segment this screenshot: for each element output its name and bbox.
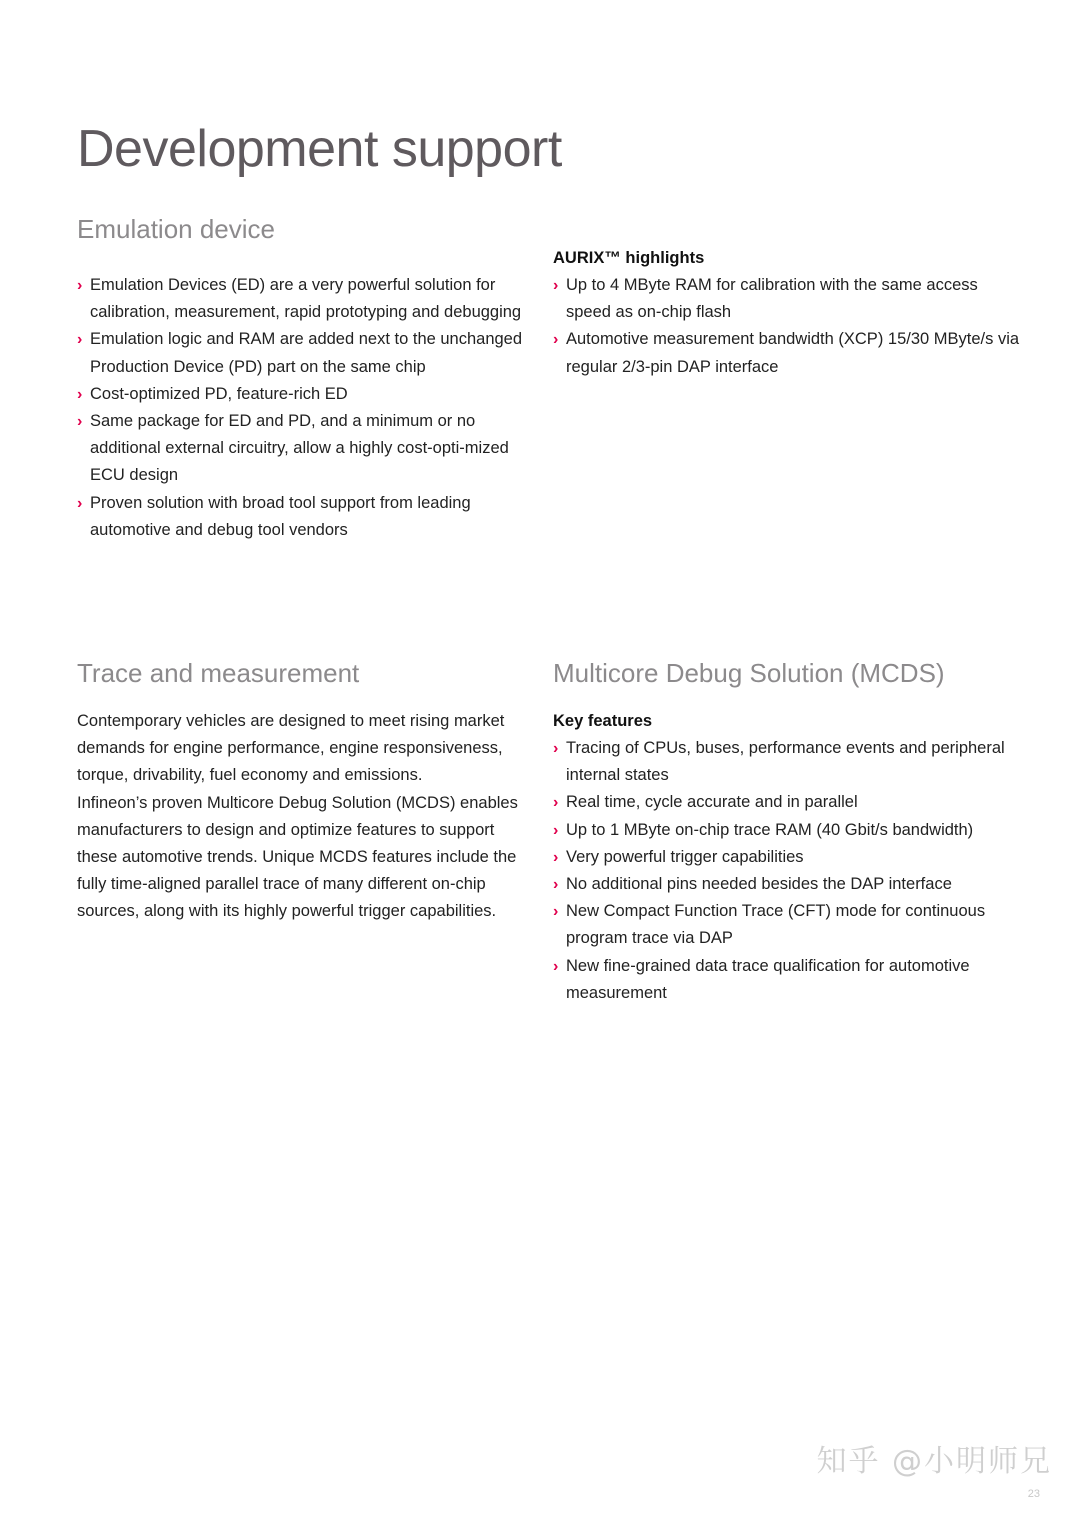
list-item: › Emulation Devices (ED) are a very powerful solution for calibration, measurement, rapid prototyping and debugging <box>77 272 532 326</box>
aurix-column <box>553 245 1023 381</box>
chevron-right-icon: › <box>553 277 559 294</box>
list-item: › New fine-grained data trace qualification for automotive measurement <box>553 953 1013 1007</box>
emulation-column <box>77 272 532 544</box>
emulation-list <box>77 272 532 544</box>
list-item: › Up to 1 MByte on-chip trace RAM (40 Gbit/s bandwidth) <box>553 817 1013 844</box>
chevron-right-icon: › <box>553 331 559 349</box>
page-number: 23 <box>1027 1488 1040 1500</box>
trace-column <box>77 708 537 926</box>
chevron-right-icon: › <box>553 848 559 866</box>
list-item: › Proven solution with broad tool support from leading automotive and debug tool vendors <box>77 490 532 544</box>
mcds-heading: Multicore Debug Solution (MCDS) <box>553 658 945 688</box>
list-item: › Very powerful trigger capabilities <box>553 844 1013 871</box>
chevron-right-icon: › <box>77 277 83 294</box>
watermark: 知乎 @小明师兄 <box>816 1444 1052 1479</box>
trace-paragraph-2: Infineon’s proven Multicore Debug Solution (MCDS) enables manufacturers to design and optimize features to support these automotive trends. Unique MCDS features include the fully time-aligned parallel trace of many different on-chip sources, along with its highly powerful trigger capabilities. <box>77 793 518 921</box>
chevron-right-icon: › <box>553 903 559 921</box>
list-item: › Real time, cycle accurate and in parallel <box>553 789 1013 816</box>
list-item: › Up to 4 MByte RAM for calibration with the same access speed as on-chip flash <box>553 272 1023 326</box>
mcds-subheading: Key features <box>553 712 653 730</box>
list-item: › No additional pins needed besides the DAP interface <box>553 871 1013 898</box>
aurix-heading: AURIX™ highlights <box>553 249 705 267</box>
chevron-right-icon: › <box>77 385 83 403</box>
mcds-column <box>553 708 1013 1007</box>
chevron-right-icon: › <box>77 331 83 349</box>
chevron-right-icon: › <box>553 821 559 839</box>
chevron-right-icon: › <box>553 794 559 812</box>
aurix-list <box>553 272 1023 381</box>
chevron-right-icon: › <box>77 413 83 431</box>
chevron-right-icon: › <box>77 494 83 512</box>
list-item: › Cost-optimized PD, feature-rich ED <box>77 381 532 408</box>
list-item: › Tracing of CPUs, buses, performance events and peripheral internal states <box>553 735 1013 789</box>
page-title: Development support <box>77 120 562 178</box>
chevron-right-icon: › <box>553 740 559 757</box>
chevron-right-icon: › <box>553 957 559 975</box>
list-item: › Automotive measurement bandwidth (XCP) 15/30 MByte/s via regular 2/3-pin DAP interface <box>553 326 1023 380</box>
list-item: › New Compact Function Trace (CFT) mode for continuous program trace via DAP <box>553 898 1013 952</box>
chevron-right-icon: › <box>553 876 559 894</box>
list-item: › Emulation logic and RAM are added next to the unchanged Production Device (PD) part on the same chip <box>77 326 532 380</box>
trace-paragraph-1: Contemporary vehicles are designed to meet rising market demands for engine performance, engine responsiveness, torque, drivability, fuel economy and emissions. <box>77 712 505 785</box>
trace-heading: Trace and measurement <box>77 658 360 688</box>
mcds-list <box>553 735 1013 1007</box>
emulation-heading: Emulation device <box>77 214 275 244</box>
list-item: › Same package for ED and PD, and a minimum or no additional external circuitry, allow a highly cost-opti-mized ECU design <box>77 408 532 490</box>
